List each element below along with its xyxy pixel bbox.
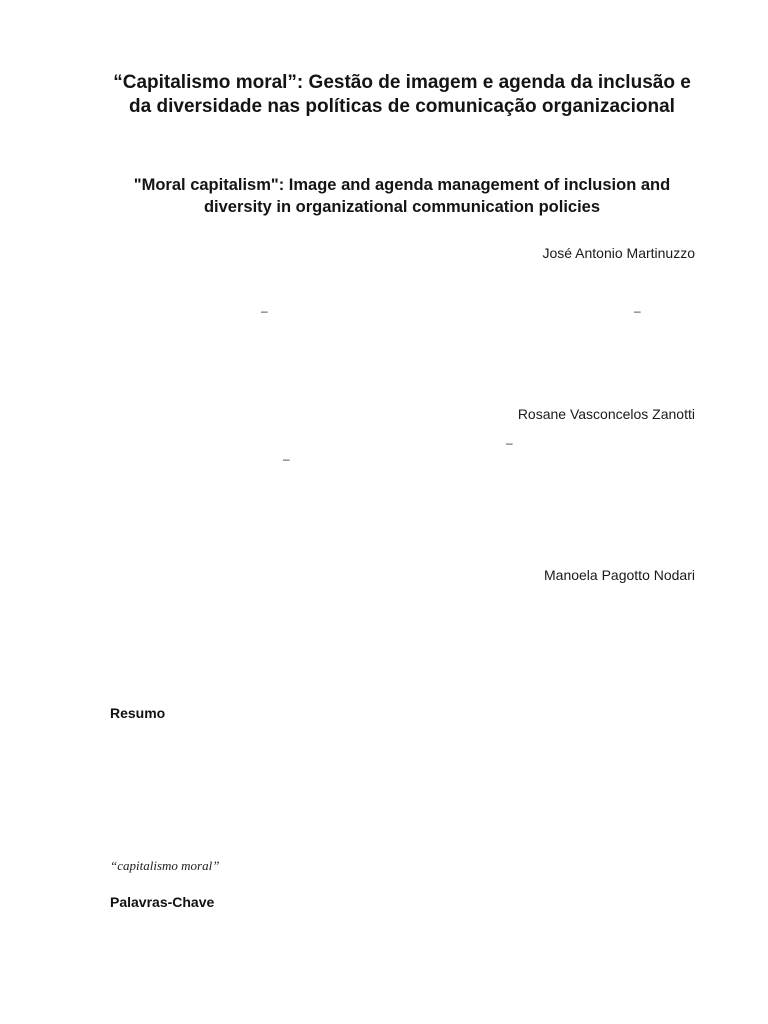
affiliation-dash: – xyxy=(634,304,641,318)
affiliation-dash: – xyxy=(283,452,290,466)
title-portuguese: “Capitalismo moral”: Gestão de imagem e agenda da inclusão e da diversidade nas políticas de comunicação organizacional xyxy=(113,72,691,117)
author-name-2: Rosane Vasconcelos Zanotti xyxy=(517,406,695,422)
keywords-heading: Palavras-Chave xyxy=(110,894,215,910)
author-name-1: José Antonio Martinuzzo xyxy=(542,245,695,261)
affiliation-dash: – xyxy=(261,304,268,318)
author-name-3: Manoela Pagotto Nodari xyxy=(544,567,695,583)
affiliation-dash: – xyxy=(506,436,513,450)
title-english: "Moral capitalism": Image and agenda management of inclusion and diversity in organizational communication policies xyxy=(133,176,671,216)
abstract-quoted-term: “capitalismo moral” xyxy=(110,858,220,873)
abstract-heading: Resumo xyxy=(110,705,166,721)
